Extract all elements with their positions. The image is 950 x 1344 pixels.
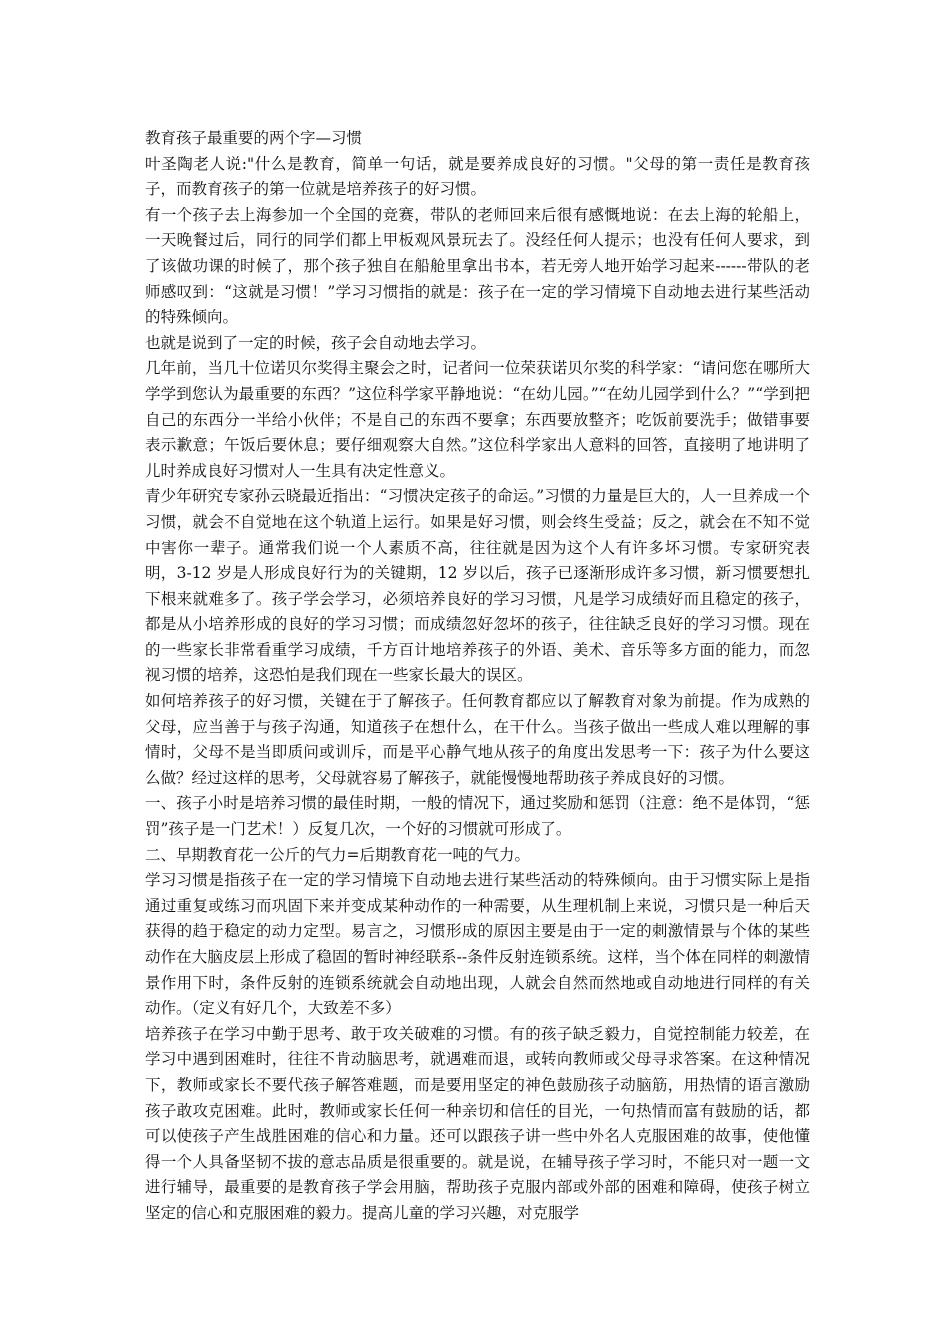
paragraph-point-two: 二、早期教育花一公斤的气力=后期教育花一吨的气力。 xyxy=(145,845,530,864)
paragraph-nobel-kindergarten: 几年前，当几十位诺贝尔奖得主聚会之时，记者问一位荣获诺贝尔奖的科学家：“请问您在哪所大学学到您认为最重要的东西？”这位科学家平静地说：“在幼儿园。”“在幼儿园学到什么？”“学到把自己的东西分一半给小伙伴；不是自己的东西不要拿；东西要放整齐；吃饭前要洗手；做错事要表示歉意；午饭后要休息；要仔细观察大自然。”这位科学家出人意料的回答，直接明了地讲明了儿时养成良好习惯对人一生具有决定性意义。 xyxy=(145,359,810,480)
paragraph-intro-quote: 叶圣陶老人说:"什么是教育，简单一句话，就是要养成良好的习惯。"父母的第一责任是教育孩子，而教育孩子的第一位就是培养孩子的好习惯。 xyxy=(145,154,810,199)
paragraph-point-one: 一、孩子小时是培养习惯的最佳时期，一般的情况下，通过奖励和惩罚（注意：绝不是体罚，“惩罚”孩子是一门艺术！）反复几次，一个好的习惯就可形成了。 xyxy=(145,794,810,839)
document-title: 教育孩子最重要的两个字—习惯 xyxy=(145,129,363,147)
paragraph-habit-destiny: 青少年研究专家孙云晓最近指出：“习惯决定孩子的命运。”习惯的力量是巨大的，人一旦养成一个习惯，就会不自觉地在这个轨道上运行。如果是好习惯，则会终生受益；反之，就会在不知不觉中害你一辈子。通常我们说一个人素质不高，往往就是因为这个人有许多坏习惯。专家研究表明，3-12 岁是人形成良好行为的关键期，12 岁以后，孩子已逐渐形成许多习惯，新习惯要想扎下根来就难多了。孩子学会学习，必须培养良好的学习习惯，凡是学习成绩好而且稳定的孩子，都是从小培养形成的良好的学习习惯；而成绩忽好忽坏的孩子，往往缺乏良好的学习习惯。现在的一些家长非常看重学习成绩，千方百计地培养孩子的外语、美术、音乐等多方面的能力，而忽视习惯的培养，这恐怕是我们现在一些家长最大的误区。 xyxy=(145,487,810,685)
paragraph-understand-child: 如何培养孩子的好习惯，关键在于了解孩子。任何教育都应以了解教育对象为前提。作为成熟的父母，应当善于与孩子沟通，知道孩子在想什么，在干什么。当孩子做出一些成人难以理解的事情时，父母不是当即质问或训斥，而是平心静气地从孩子的角度出发思考一下：孩子为什么要这么做？经过这样的思考，父母就容易了解孩子，就能慢慢地帮助孩子养成良好的习惯。 xyxy=(145,692,810,787)
paragraph-auto-study: 也就是说到了一定的时候，孩子会自动地去学习。 xyxy=(145,333,487,352)
paragraph-habit-definition: 学习习惯是指孩子在一定的学习情境下自动地去进行某些活动的特殊倾向。由于习惯实际上是指通过重复或练习而巩固下来并变成某种动作的一种需要，从生理机制上来说，习惯只是一种后天获得的趋于稳定的动力定型。易言之，习惯形成的原因主要是由于一定的刺激情景与个体的某些动作在大脑皮层上形成了稳固的暂时神经联系--条件反射连锁系统。这样，当个体在同样的刺激情景作用下时，条件反射的连锁系统就会自动地出现，人就会自然而然地或自动地进行同样的有关动作。（定义有好几个，大致差不多） xyxy=(145,871,810,1018)
paragraph-shanghai-story: 有一个孩子去上海参加一个全国的竞赛，带队的老师回来后很有感慨地说：在去上海的轮船上，一天晚餐过后，同行的同学们都上甲板观风景玩去了。没经任何人提示；也没有任何人要求，到了该做功课的时候了，那个孩子独自在船舱里拿出书本，若无旁人地开始学习起来------带队的老师感叹到：“这就是习惯！”学习习惯指的就是：孩子在一定的学习情境下自动地去进行某些活动的特殊倾向。 xyxy=(145,205,810,327)
document-body xyxy=(145,126,810,1227)
paragraph-thinking-habit: 培养孩子在学习中勤于思考、敢于攻关破难的习惯。有的孩子缺乏毅力，自觉控制能力较差，在学习中遇到困难时，往往不肯动脑思考，就遇难而退，或转向教师或父母寻求答案。在这种情况下，教师或家长不要代孩子解答难题，而是要用坚定的神色鼓励孩子动脑筋，用热情的语言激励孩子敢攻克困难。此时，教师或家长任何一种亲切和信任的目光，一句热情而富有鼓励的话，都可以使孩子产生战胜困难的信心和力量。还可以跟孩子讲一些中外名人克服困难的故事，使他懂得一个人具备坚韧不拔的意志品质是很重要的。就是说，在辅导孩子学习时，不能只对一题一文进行辅导，最重要的是教育孩子学会用脑，帮助孩子克服内部或外部的困难和障碍，使孩子树立坚定的信心和克服困难的毅力。提高儿童的学习兴趣，对克服学 xyxy=(145,1024,810,1222)
